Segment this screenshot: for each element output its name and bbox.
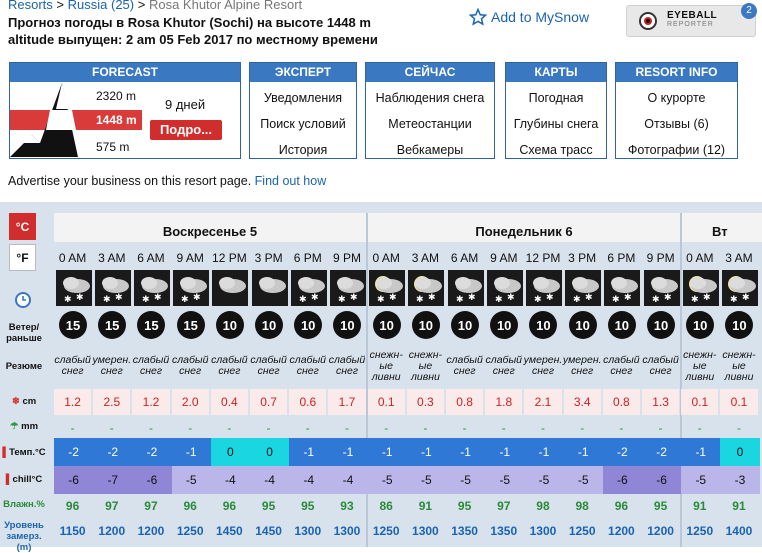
label-chill (0, 474, 48, 485)
menu-item-reviews[interactable]: Отзывы (6) (644, 117, 709, 131)
chill-cell: -5 (524, 466, 563, 494)
rain-cell: - (658, 421, 663, 435)
snow-cell: 0.1 (720, 389, 757, 415)
snow-icon: ❄ (11, 396, 23, 407)
snow-cell: 0.1 (681, 389, 718, 415)
svg-text:✱: ✱ (181, 294, 189, 304)
snow-cell: 2.5 (93, 389, 130, 415)
freeze-cell: 1200 (647, 524, 674, 538)
svg-text:✱: ✱ (585, 292, 593, 302)
svg-text:✱: ✱ (702, 292, 711, 302)
wind-speed: 10 (569, 311, 597, 339)
now-header[interactable]: СЕЙЧАС (366, 63, 494, 82)
humidity-cell: 91 (418, 499, 433, 513)
summary-cell: слабый снег (328, 354, 366, 377)
humidity-cell: 96 (183, 499, 197, 513)
freeze-cell: 1300 (294, 524, 322, 538)
cloud-icon (212, 270, 248, 306)
temp-cell: -1 (172, 438, 211, 466)
chill-cell: -4 (328, 466, 367, 494)
temp-cell: -1 (524, 438, 563, 466)
summary-cell: слабый снег (171, 354, 209, 377)
time-label: 3 AM (411, 251, 440, 265)
freeze-cell: 1200 (137, 524, 165, 538)
day-header-sun: Воскресенье 5 (54, 213, 366, 242)
temp-cell: -1 (407, 438, 446, 466)
elevation-top[interactable]: 2320 m (96, 89, 137, 103)
celsius-toggle[interactable]: °C (9, 213, 36, 240)
temp-cell: -2 (642, 438, 681, 466)
now-menu (365, 62, 495, 159)
temp-cell: -2 (603, 438, 642, 466)
chill-cell: -4 (289, 466, 328, 494)
chill-cell: -4 (250, 466, 289, 494)
menu-item-alerts[interactable]: Уведомления (263, 91, 343, 105)
freeze-cell: 1300 (412, 524, 439, 538)
temp-cell: 0 (720, 438, 759, 466)
menu-item-history[interactable]: История (278, 143, 328, 157)
svg-text:✱: ✱ (573, 294, 581, 304)
humidity-cell: 97 (105, 499, 119, 513)
wind-speed: 15 (137, 311, 165, 339)
label-temp (0, 447, 48, 458)
menu-item-search[interactable]: Поиск условий (260, 117, 346, 131)
svg-text:✱: ✱ (663, 292, 672, 302)
resort-info-menu (615, 62, 738, 159)
summary-cell: слабый снег (250, 354, 287, 377)
time-label: 3 PM (568, 251, 597, 265)
moon-snow-icon (722, 270, 758, 306)
time-label: 3 PM (254, 251, 283, 265)
freeze-cell: 1300 (333, 524, 361, 538)
snow-cloud-icon (173, 270, 209, 306)
summary-cell: снежн- ые ливни (722, 348, 756, 383)
freeze-cell: 1200 (608, 524, 635, 538)
humidity-cell: 95 (261, 499, 276, 513)
forecast-header[interactable]: FORECAST (10, 63, 240, 82)
rain-cell: - (266, 421, 271, 435)
rain-cell: - (619, 421, 624, 435)
svg-text:✱: ✱ (494, 294, 503, 304)
label-wind: Ветер/ раньше (6, 322, 42, 344)
snow-cloud-icon (291, 270, 327, 306)
time-label: 6 PM (607, 251, 636, 265)
freeze-cell: 1250 (568, 524, 596, 538)
temp-cell: 0 (211, 438, 250, 466)
rain-cell: - (188, 421, 193, 435)
svg-text:✱: ✱ (741, 292, 750, 302)
wind-speed: 15 (177, 311, 205, 339)
snow-cloud-icon (604, 270, 640, 306)
rain-icon: ☂ (9, 421, 22, 432)
forecast-panel (9, 62, 241, 159)
time-label: 9 AM (490, 251, 518, 265)
breadcrumb-resorts[interactable]: Resorts (8, 0, 53, 12)
humidity-cell: 97 (144, 499, 158, 513)
temp-cell: -2 (54, 438, 93, 466)
wind-speed: 10 (647, 311, 675, 339)
add-to-mysnow-label: Add to MySnow (491, 9, 590, 25)
label-snow (0, 396, 48, 407)
time-label: 9 PM (646, 251, 675, 265)
eyeball-reporter-button[interactable] (626, 5, 756, 37)
chill-cell: -6 (603, 466, 642, 494)
resort-info-header[interactable]: RESORT INFO (616, 63, 737, 82)
svg-text:✱: ✱ (102, 294, 111, 304)
freeze-cell: 1350 (490, 524, 518, 538)
snow-cell: 0.3 (407, 389, 444, 415)
snow-cloud-icon (644, 270, 680, 306)
chill-cell: -7 (93, 466, 132, 494)
snow-cloud-icon (487, 270, 523, 306)
issued-line: altitude выпущен: 2 am 05 Feb 2017 по местному времени (8, 32, 378, 47)
label-snow-text: cm (22, 396, 37, 407)
freeze-cell: 1450 (255, 524, 282, 538)
snow-cell: 3.4 (564, 389, 601, 415)
eyeball-title: EYEBALL (667, 10, 718, 21)
maps-menu (505, 62, 607, 159)
add-to-mysnow-link[interactable] (469, 8, 589, 26)
time-label: 6 AM (450, 251, 479, 265)
humidity-cell: 91 (732, 499, 746, 513)
time-label: 12 PM (525, 251, 561, 265)
wind-speed: 10 (725, 311, 753, 339)
chill-cell: -6 (54, 466, 93, 494)
temp-cell: -2 (93, 438, 132, 466)
wind-speed: 10 (490, 311, 518, 339)
wind-speed: 10 (255, 311, 283, 339)
rain-cell: - (384, 421, 389, 435)
label-temp-text: Темп.°C (9, 447, 46, 458)
snow-cell: 1.2 (54, 389, 91, 415)
rain-cell: - (697, 421, 702, 435)
snow-cloud-icon (134, 270, 170, 306)
temp-cell: -1 (328, 438, 367, 466)
rain-cell: - (501, 421, 506, 435)
wind-speed: 10 (294, 311, 322, 339)
svg-text:✱: ✱ (114, 292, 123, 302)
humidity-cell: 93 (340, 499, 354, 513)
summary-cell: снежн- ые ливни (369, 348, 403, 383)
clock-icon (14, 291, 32, 309)
time-label: 6 AM (137, 251, 165, 265)
menu-item-weather-map[interactable]: Погодная (528, 91, 584, 105)
svg-text:✱: ✱ (533, 294, 542, 304)
fahrenheit-toggle[interactable]: °F (9, 244, 36, 271)
wind-speed: 10 (373, 311, 401, 339)
mountain-icon[interactable] (10, 83, 90, 157)
snow-cloud-icon (526, 270, 562, 306)
temp-cell: -2 (132, 438, 171, 466)
temp-cell: -1 (681, 438, 720, 466)
snow-cell: 1.7 (328, 389, 365, 415)
eyeball-icon (633, 11, 663, 31)
forecast-days: 9 дней (165, 97, 206, 112)
svg-text:✱: ✱ (467, 292, 476, 302)
summary-cell: слабый снег (446, 354, 483, 377)
chill-cell: -5 (172, 466, 211, 494)
menu-item-photos[interactable]: Фотографии (12) (627, 143, 726, 157)
rain-cell: - (227, 421, 232, 435)
svg-text:✱: ✱ (389, 292, 397, 302)
svg-text:✱: ✱ (153, 292, 162, 302)
temp-cell: -1 (564, 438, 603, 466)
freeze-cell: 1400 (725, 524, 753, 538)
breadcrumb-sep: > (137, 0, 146, 12)
advert-link[interactable]: Find out how (254, 174, 327, 188)
eyeball-badge: 2 (741, 3, 757, 19)
menu-item-stations[interactable]: Метеостанции (388, 117, 472, 131)
snow-cloud-icon (565, 270, 601, 306)
svg-text:✱: ✱ (651, 294, 660, 304)
menu-item-snow-obs[interactable]: Наблюдения снега (375, 91, 485, 105)
wind-speed: 10 (216, 311, 244, 339)
chill-cell: -5 (407, 466, 446, 494)
humidity-cell: 86 (379, 499, 393, 513)
snow-cloud-icon (330, 270, 366, 306)
day-header-mon: Понедельник 6 (368, 213, 680, 242)
humidity-cell: 95 (653, 499, 668, 513)
svg-text:✱: ✱ (310, 292, 319, 302)
snow-cell: 1.8 (485, 389, 522, 415)
summary-cell: умерен. снег (562, 354, 602, 377)
day-header-tue: Вт (682, 213, 762, 242)
svg-text:✱: ✱ (337, 294, 346, 304)
summary-cell: слабый снег (211, 354, 248, 377)
cloud-icon (252, 270, 288, 306)
humidity-cell: 97 (497, 499, 511, 513)
rain-cell: - (148, 421, 153, 435)
temp-cell: -1 (446, 438, 485, 466)
page-title: Прогноз погоды в Rosa Khutor (Sochi) на высоте 1448 m (8, 15, 371, 30)
label-freeze: Уровень замерз. (m) (4, 520, 44, 553)
time-label: 3 AM (725, 251, 753, 265)
moon-snow-icon (683, 270, 719, 306)
svg-text:✱: ✱ (75, 292, 84, 302)
wind-speed: 10 (333, 311, 361, 339)
snow-cloud-icon (448, 270, 484, 306)
wind-speed: 10 (529, 311, 557, 339)
snow-cell: 0.1 (368, 389, 405, 415)
svg-text:✱: ✱ (506, 292, 515, 302)
summary-cell: слабый снег (603, 354, 640, 377)
svg-text:✱: ✱ (545, 292, 554, 302)
humidity-cell: 96 (65, 499, 80, 513)
svg-text:✱: ✱ (729, 294, 738, 304)
humidity-cell: 91 (693, 499, 707, 513)
chill-cell: -5 (564, 466, 603, 494)
snow-cell: 1.3 (642, 389, 679, 415)
rain-cell: - (109, 421, 114, 435)
freeze-cell: 1250 (176, 524, 204, 538)
rain-cell: - (580, 421, 585, 435)
chill-cell: -5 (485, 466, 524, 494)
temp-cell: -1 (368, 438, 407, 466)
chill-cell: -3 (720, 466, 759, 494)
snow-cell: 0.7 (250, 389, 287, 415)
humidity-cell: 98 (575, 499, 589, 513)
chill-cell: -4 (211, 466, 250, 494)
breadcrumb (8, 0, 302, 12)
elevation-mid[interactable]: 1448 m (96, 113, 137, 127)
breadcrumb-sep: > (56, 0, 65, 12)
svg-text:✱: ✱ (624, 292, 632, 302)
maps-header[interactable]: КАРТЫ (506, 63, 606, 82)
svg-text:✱: ✱ (428, 292, 436, 302)
svg-text:✱: ✱ (690, 294, 699, 304)
time-label: 0 AM (372, 251, 400, 265)
summary-cell: снежн- ые ливни (408, 348, 443, 383)
svg-text:✱: ✱ (63, 294, 72, 304)
svg-text:✱: ✱ (193, 292, 201, 302)
moon-snow-icon (408, 270, 444, 306)
label-chill-text: chill°C (12, 474, 43, 485)
label-rain-text: mm (21, 421, 39, 432)
rain-cell: - (344, 421, 349, 435)
summary-cell: умерен. снег (523, 354, 563, 377)
label-summary: Резюме (5, 361, 43, 372)
snow-cell: 1.2 (132, 389, 169, 415)
freeze-cell: 1350 (451, 524, 478, 538)
advert-line (8, 174, 326, 188)
time-label: 12 PM (212, 251, 247, 265)
snow-cell: 0.4 (211, 389, 248, 415)
svg-text:✱: ✱ (298, 294, 307, 304)
chill-cell: -6 (642, 466, 681, 494)
breadcrumb-resort: Rosa Khutor Alpine Resort (148, 0, 303, 12)
snow-cloud-icon (56, 270, 92, 306)
chill-cell: -5 (368, 466, 407, 494)
temp-cell: -1 (289, 438, 328, 466)
chill-cell: -5 (681, 466, 720, 494)
chill-thermometer-icon: ▌ (5, 474, 13, 485)
wind-speed: 15 (98, 311, 126, 339)
humidity-cell: 95 (301, 499, 315, 513)
svg-text:✱: ✱ (349, 292, 358, 302)
freeze-cell: 1250 (372, 524, 400, 538)
rain-cell: - (423, 421, 428, 435)
summary-cell: слабый снег (289, 354, 327, 377)
rain-cell: - (305, 421, 310, 435)
time-label: 0 AM (58, 251, 87, 265)
expert-header[interactable]: ЭКСПЕРТ (250, 63, 356, 82)
label-humidity: Влажн.% (3, 499, 45, 510)
eyeball-subtitle: REPORTER (667, 21, 714, 28)
rain-cell: - (540, 421, 545, 435)
freeze-cell: 1300 (529, 524, 557, 538)
freeze-cell: 1450 (216, 524, 243, 538)
snow-cell: 2.1 (524, 389, 561, 415)
summary-cell: умерен. снег (92, 354, 132, 377)
summary-cell: снежн- ые ливни (683, 348, 717, 383)
menu-item-snow-depth[interactable]: Глубины снега (513, 117, 599, 131)
temp-cell: 0 (250, 438, 289, 466)
svg-text:✱: ✱ (377, 294, 385, 304)
time-label: 9 AM (176, 251, 204, 265)
wind-speed: 10 (608, 311, 636, 339)
humidity-cell: 96 (614, 499, 629, 513)
details-button[interactable]: Подро... (150, 120, 222, 140)
wind-speed: 10 (412, 311, 440, 339)
svg-text:✱: ✱ (612, 294, 620, 304)
moon-snow-icon (369, 270, 405, 306)
svg-text:✱: ✱ (416, 294, 424, 304)
time-label: 0 AM (686, 251, 714, 265)
time-label: 6 PM (293, 251, 322, 265)
humidity-cell: 95 (457, 499, 472, 513)
humidity-cell: 98 (536, 499, 550, 513)
rain-cell: - (462, 421, 467, 435)
svg-text:✱: ✱ (141, 294, 150, 304)
freeze-cell: 1150 (59, 524, 86, 538)
summary-cell: слабый снег (485, 354, 523, 377)
humidity-cell: 96 (222, 499, 237, 513)
wind-speed: 10 (451, 311, 479, 339)
menu-item-piste-map[interactable]: Схема трасс (519, 143, 593, 157)
rain-cell: - (736, 421, 741, 435)
summary-cell: слабый снег (642, 354, 679, 377)
advert-text: Advertise your business on this resort page. (8, 174, 255, 188)
breadcrumb-country[interactable]: Russia (25) (67, 0, 135, 12)
temp-cell: -1 (485, 438, 524, 466)
snow-cell: 2.0 (172, 389, 209, 415)
freeze-cell: 1200 (98, 524, 126, 538)
chill-cell: -5 (446, 466, 485, 494)
wind-speed: 10 (686, 311, 714, 339)
thermometer-icon: ▌ (2, 447, 10, 458)
time-label: 3 AM (98, 251, 126, 265)
freeze-cell: 1250 (686, 524, 714, 538)
chill-cell: -6 (132, 466, 171, 494)
snow-cell: 0.8 (446, 389, 483, 415)
summary-cell: слабый снег (54, 354, 91, 377)
wind-speed: 15 (59, 311, 87, 339)
rain-cell: - (70, 421, 75, 435)
svg-text:✱: ✱ (455, 294, 464, 304)
star-icon (469, 8, 487, 26)
snow-cell: 0.8 (603, 389, 640, 415)
expert-menu (249, 62, 357, 159)
snow-cell: 0.6 (289, 389, 326, 415)
menu-item-about[interactable]: О курорте (647, 91, 706, 105)
snow-cloud-icon (95, 270, 131, 306)
menu-item-webcams[interactable]: Вебкамеры (396, 143, 464, 157)
time-label: 9 PM (332, 251, 361, 265)
elevation-bottom[interactable]: 575 m (96, 140, 130, 154)
label-rain (0, 421, 48, 432)
summary-cell: слабый снег (132, 354, 170, 377)
